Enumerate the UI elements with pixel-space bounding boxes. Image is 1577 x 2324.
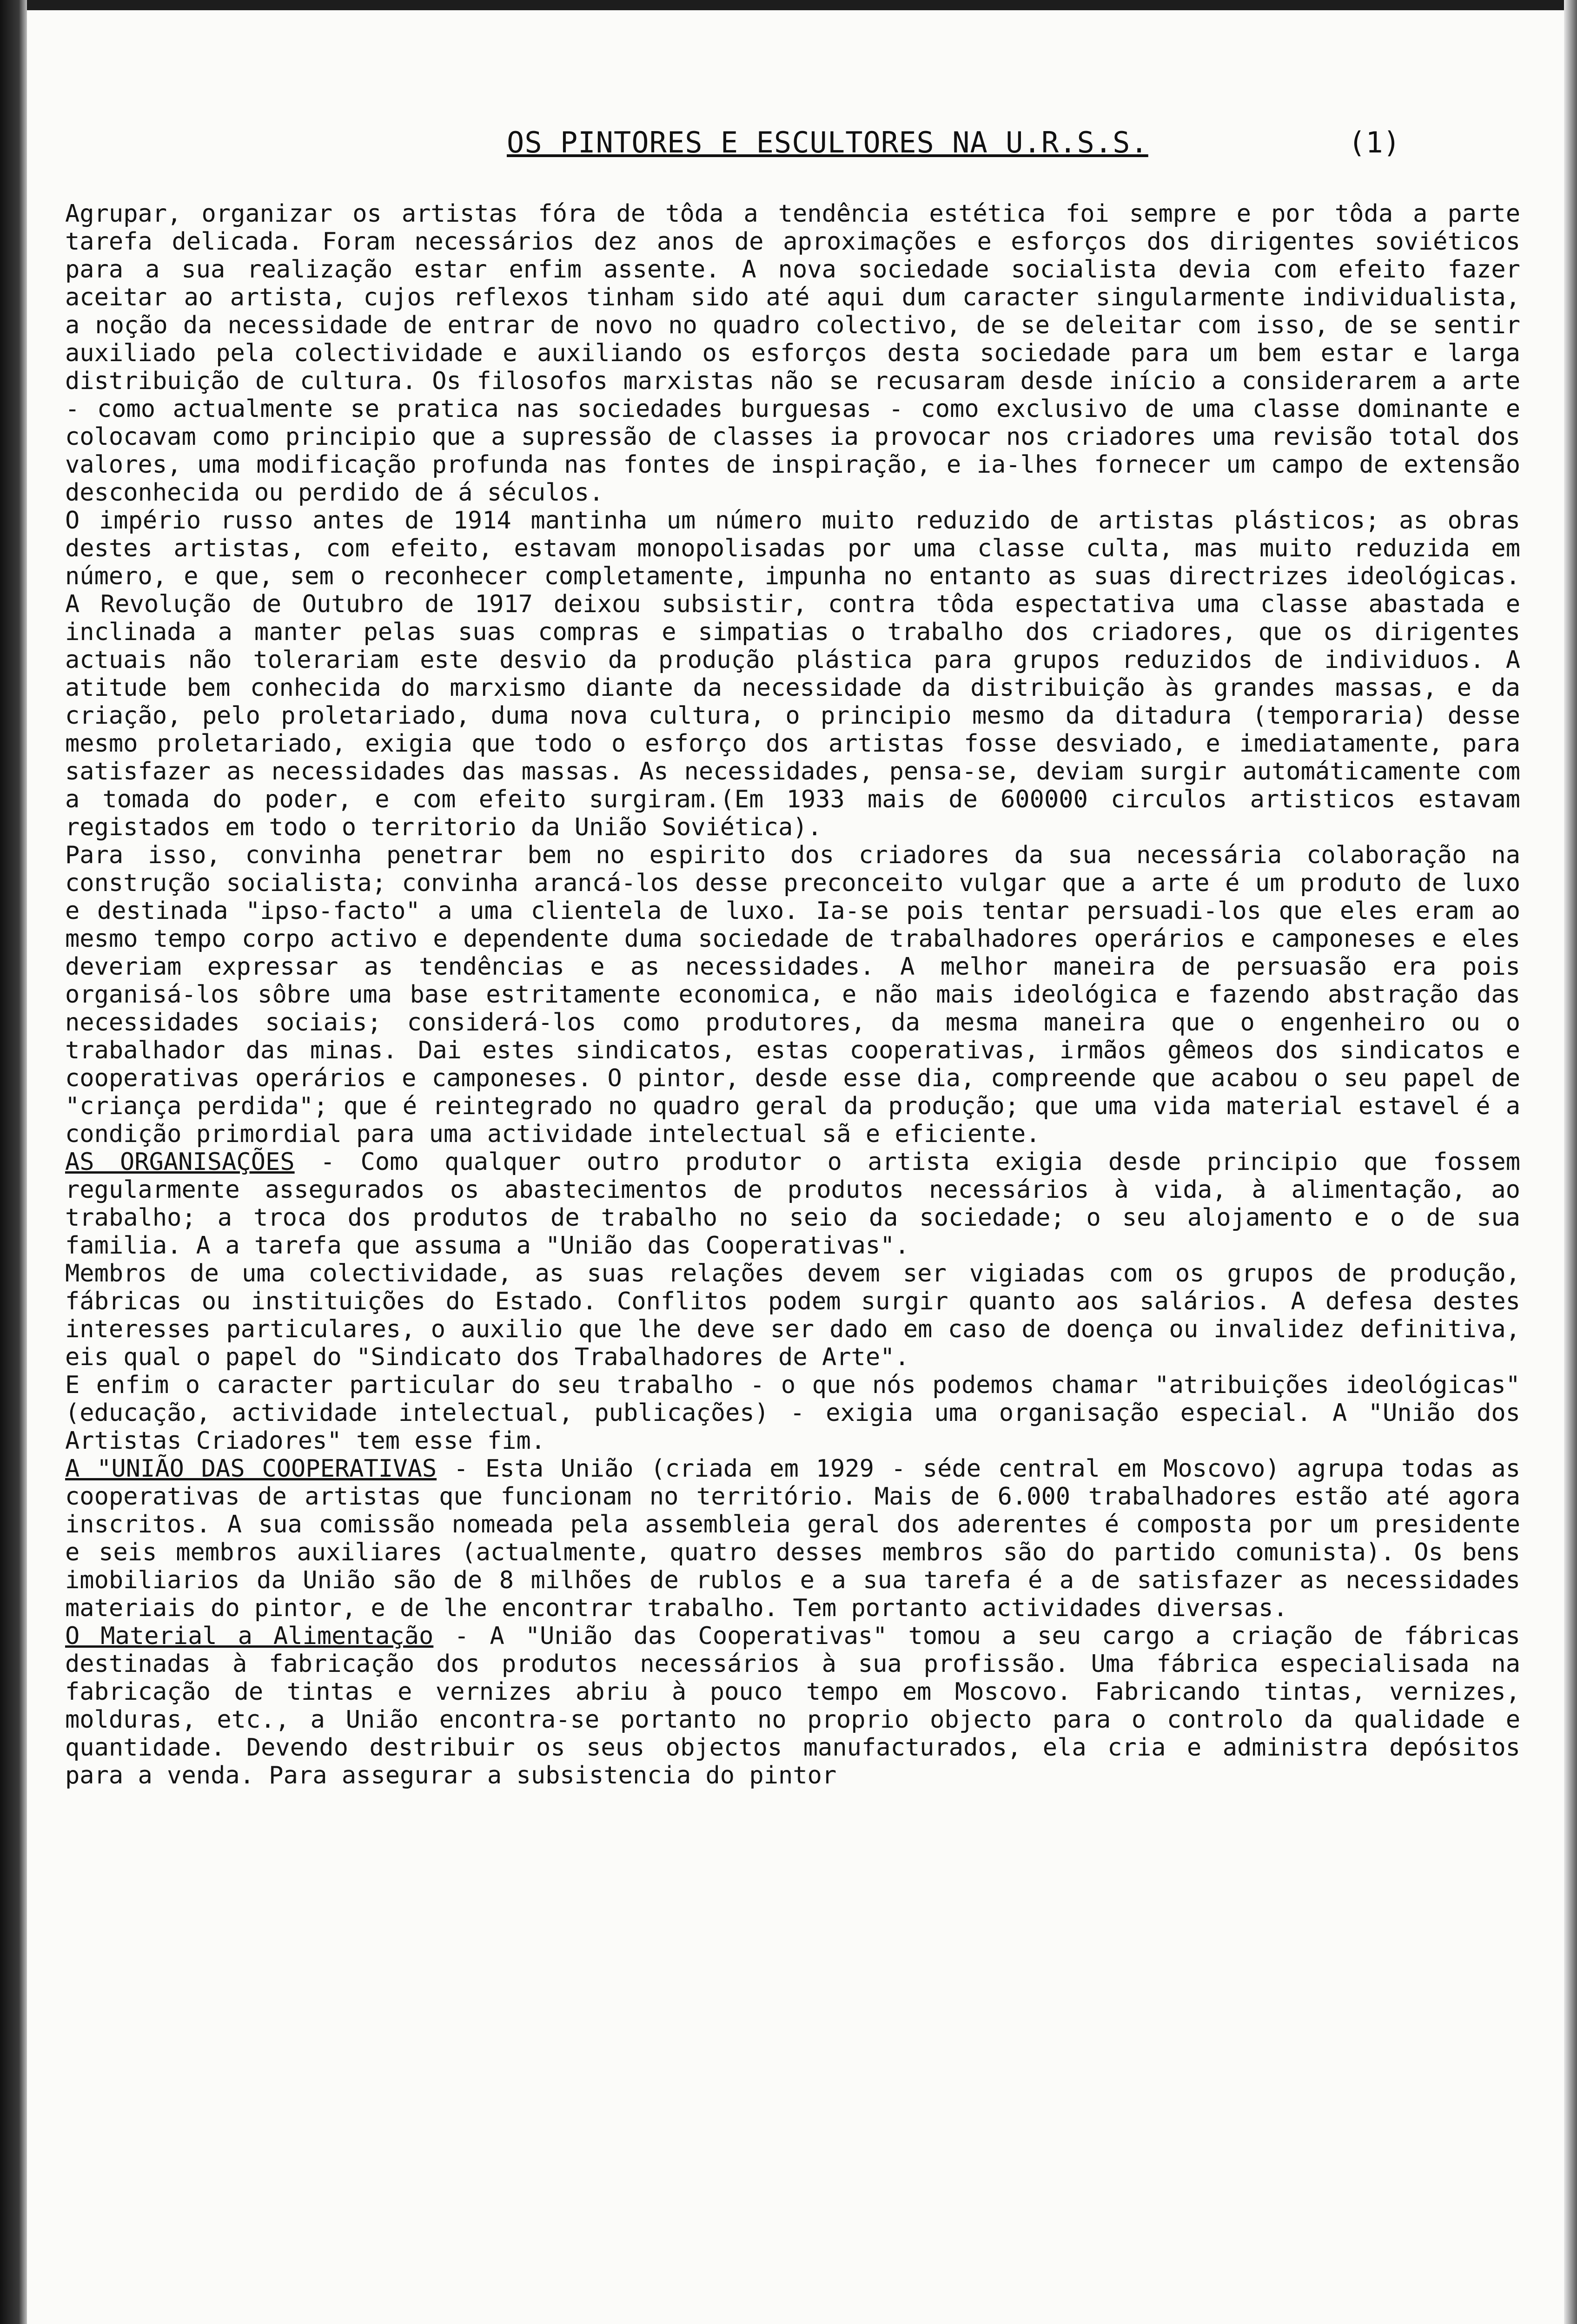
section-title-material: O Material a Alimentação — [65, 1622, 434, 1650]
page-number: (1) — [1348, 125, 1400, 159]
document-body — [65, 200, 1520, 1789]
paragraph-text: - Esta União (criada em 1929 - séde central em Moscovo) agrupa todas as cooperativas de artistas que funcionam no território. Mais de 6.000 trabalhadores estão até agora inscritos. A sua comissão nomeada pela assembleia geral dos aderentes é composta por um presidente e seis membros auxiliares (actualmente, quatro desses membros são do partido comunista). Os bens imobiliarios da União são de 8 milhões de rublos e a sua tarefa é a de satisfazer as necessidades materiais do pintor, e de lhe encontrar trabalho. Tem portanto actividades diversas. — [65, 1455, 1520, 1622]
paragraph-text: Agrupar, organizar os artistas fóra de tôda a tendência estética foi sempre e por tôda a parte tarefa delicada. Foram necessários dez anos de aproximações e esforços dos dirigentes soviéticos para a sua realização estar enfim assente. A nova sociedade socialista devia com efeito fazer aceitar ao artista, cujos reflexos tinham sido até aqui dum caracter singularmente individualista, a noção da necessidade de entrar de novo no quadro colectivo, de se deleitar com isso, de se sentir auxiliado pela colectividade e auxiliando os esforços desta sociedade para um bem estar e larga distribuição de cultura. Os filosofos marxistas não se recusaram desde início a considerarem a arte - como actualmente se pratica nas sociedades burguesas - como exclusivo de uma classe dominante e colocavam como principio que a supressão de classes ia provocar nos criadores uma revisão total dos valores, uma modificação profunda nas fontes de inspiração, e ia-lhes fornecer um campo de extensão desconhecida ou perdido de á séculos. — [65, 200, 1520, 507]
page-title: OS PINTORES E ESCULTORES NA U.R.S.S. — [507, 125, 1148, 159]
paragraph-text: E enfim o caracter particular do seu trabalho - o que nós podemos chamar "atribuições ideológicas"(educação, actividade intelectual, publicações) - exigia uma organisação especial. A "União dos Artistas Criadores" tem esse fim. — [65, 1371, 1520, 1455]
scan-top-edge — [0, 0, 1577, 10]
section-title-organisacoes: AS ORGANISAÇÕES — [65, 1148, 295, 1176]
paragraph-2 — [65, 507, 1520, 841]
paragraph-text: - A "União das Cooperativas" tomou a seu cargo a criação de fábricas destinadas à fabricação dos produtos necessários à sua profissão. Uma fábrica especialisada na fabricação de tintas e vernizes abriu à pouco tempo em Moscovo. Fabricando tintas, vernizes, molduras, etc., a União encontra-se portanto no proprio objecto para o controlo da qualidade e quantidade. Devendo destribuir os seus objectos manufacturados, ela cria e administra depósitos para a venda. Para assegurar a subsistencia do pintor — [65, 1622, 1520, 1789]
section-title-uniao: A "UNIÃO DAS COOPERATIVAS — [65, 1455, 437, 1483]
scan-left-edge — [0, 0, 27, 2324]
paragraph-text: O império russo antes de 1914 mantinha um número muito reduzido de artistas plásticos; as obras destes artistas, com efeito, estavam monopolisadas por uma classe culta, mas muito reduzida em número, e que, sem o reconhecer completamente, impunha no entanto as suas directrizes ideológicas. A Revolução de Outubro de 1917 deixou subsistir, contra tôda espectativa uma classe abastada e inclinada a manter pelas suas compras e simpatias o trabalho dos criadores, que os dirigentes actuais não tolerariam este desvio da produção plástica para grupos reduzidos de individuos. A atitude bem conhecida do marxismo diante da necessidade da distribuição às grandes massas, e da criação, pelo proletariado, duma nova cultura, o principio mesmo da ditadura (temporaria) desse mesmo proletariado, exigia que todo o esforço dos artistas fosse desviado, e imediatamente, para satisfazer as necessidades das massas. As necessidades, pensa-se, deviam surgir automáticamente com a tomada do poder, e com efeito surgiram.(Em 1933 mais de 600000 circulos artisticos estavam registados em todo o territorio da União Soviética). — [65, 507, 1520, 841]
paragraph-3 — [65, 841, 1520, 1148]
paragraph-material — [65, 1622, 1520, 1789]
paragraph-6 — [65, 1371, 1520, 1455]
scan-right-edge — [1564, 0, 1577, 2324]
paragraph-organisacoes — [65, 1148, 1520, 1260]
paragraph-uniao-cooperativas — [65, 1455, 1520, 1622]
paragraph-5 — [65, 1260, 1520, 1371]
paragraph-text: - Como qualquer outro produtor o artista exigia desde principio que fossem regularmente assegurados os abastecimentos de produtos necessários à vida, à alimentação, ao trabalho; a troca dos produtos de trabalho no seio da sociedade; o seu alojamento e o de sua familia. A a tarefa que assuma a "União das Cooperativas". — [65, 1148, 1520, 1260]
paragraph-1 — [65, 200, 1520, 507]
paragraph-text: Para isso, convinha penetrar bem no espirito dos criadores da sua necessária colaboração na construção socialista; convinha arancá-los desse preconceito vulgar que a arte é um produto de luxo e destinada "ipso-facto" a uma clientela de luxo. Ia-se pois tentar persuadi-los que eles eram ao mesmo tempo corpo activo e dependente duma sociedade de trabalhadores operários e camponeses e eles deveriam expressar as tendências e as necessidades. A melhor maneira de persuasão era pois organisá-los sôbre uma base estritamente economica, e não mais ideológica e fazendo abstração das necessidades sociais; considerá-los como produtores, da mesma maneira que o engenheiro ou o trabalhador das minas. Dai estes sindicatos, estas cooperativas, irmãos gêmeos dos sindicatos e cooperativas operários e camponeses. O pintor, desde esse dia, compreende que acabou o seu papel de "criança perdida"; que é reintegrado no quadro geral da produção; que uma vida material estavel é a condição primordial para uma actividade intelectual sã e eficiente. — [65, 841, 1520, 1148]
paragraph-text: Membros de uma colectividade, as suas relações devem ser vigiadas com os grupos de produção, fábricas ou instituições do Estado. Conflitos podem surgir quanto aos salários. A defesa destes interesses particulares, o auxilio que lhe deve ser dado em caso de doença ou invalidez definitiva, eis qual o papel do "Sindicato dos Trabalhadores de Arte". — [65, 1260, 1520, 1371]
